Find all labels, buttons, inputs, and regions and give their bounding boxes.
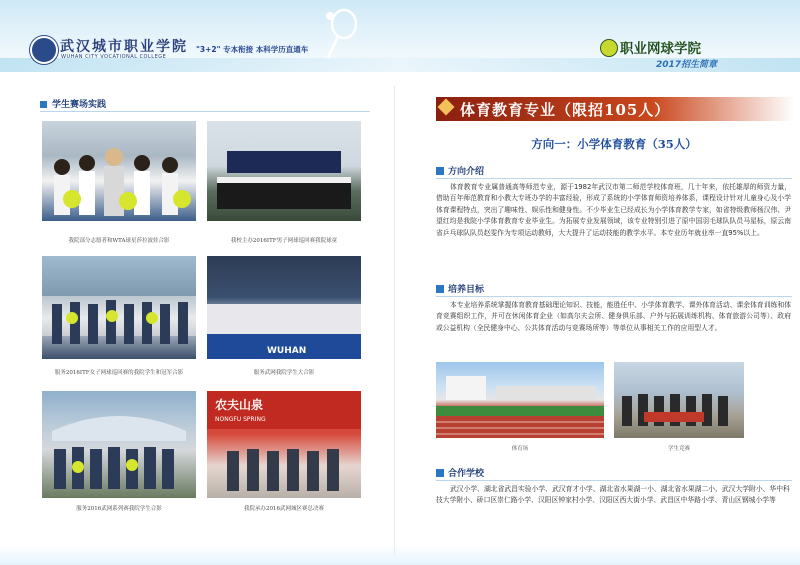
slogan: "3+2" 专本衔接 本科学历直通车 — [196, 45, 309, 54]
bullet-square-icon — [436, 285, 444, 293]
brand-block — [592, 36, 792, 76]
intro-section-header — [436, 164, 516, 178]
photo-stadium — [436, 362, 604, 438]
goal-paragraph: 本专业培养系统掌握体育教育基础理论知识、技能，能胜任中、小学体育教学、课外体育活动、课余体育训练和体育竞赛组织工作，并可在休闲体育企业（如高尔夫会所、健身俱乐部、户外与拓展训练机构、体育旅游公司等）、政府或公益机构（全民健身中心、公共体育活动与竞赛场所等）等单位从事相关工作的应用型人才。 — [436, 301, 791, 332]
photo-caption: 我校主办2016ITF男子网球巡回赛我院球童 — [230, 238, 338, 244]
photo-wuhan-open-group — [207, 256, 361, 359]
photo-caption: 体育场 — [511, 446, 529, 452]
photo-wuhan-open-city-final — [207, 391, 361, 498]
direction-title: 方向一：小学体育教育（35人） — [531, 137, 697, 151]
bullet-square-icon — [40, 101, 47, 108]
svg-text:WUHAN: WUHAN — [267, 346, 307, 356]
intro-paragraph: 体育教育专业属普通高等师范专业，源于1982年武汉市第二师范学校体育班，几十年来，依托雄厚的师资力量，借助百年师范教育和小教大专班办学的丰富经验，形成了系统的小学体育师资培养体系，课程设计针对儿童身心及小学体育课程特点，突出了趣味性、娱乐性和健身性。不少毕业生已经成长为小学体育教学专家，如省特级教师杨汉伟、尹望红均是我院小学体育教育专业毕业生。为拓展专业发展领域，该专业特别引进了原中国羽毛球队队员马星标，原云南省乒乓球队队员赵雯作为专项运动教师，大大提升了运动技能的教学水平。本专业历年就业率一直95%以上。 — [436, 183, 791, 237]
section-divider — [436, 480, 792, 481]
brand-title: 职业网球学院 — [620, 41, 701, 57]
coop-paragraph: 武汉小学、湖北省武昌实验小学、武汉育才小学、湖北省水果湖一小、湖北省水果湖二小、武汉大学附小、华中科技大学附小、硚口区崇仁路小学、汉阳区钟家村小学、汉阳区西大街小学、武昌区中华路小学、青山区钢城小学等 — [436, 485, 790, 505]
coop-section-header — [436, 466, 516, 480]
major-title: 体育教育专业（限招105人） — [460, 101, 671, 119]
intro-label: 方向介绍 — [448, 167, 485, 177]
page-header — [0, 0, 800, 72]
left-section-title — [40, 97, 106, 110]
school-name: 武汉城市职业学院 — [60, 39, 188, 55]
photo-caption: 服务2016ITF女子网球巡回赛的我院学生和冠军合影 — [54, 370, 184, 376]
goal-label: 培养目标 — [448, 285, 485, 295]
diamond-icon — [438, 99, 455, 116]
goal-section-header — [436, 282, 516, 296]
photo-caption: 服务武网我院学生大合影 — [253, 370, 315, 376]
photo-caption: 服务2016武网系列赛我院学生合影 — [76, 506, 162, 512]
footer-wave — [0, 545, 800, 565]
photo-caption: 我院部分志愿者和WTA球星莎拉波娃合影 — [68, 238, 170, 244]
section-divider — [436, 178, 792, 179]
bullet-square-icon — [436, 469, 444, 477]
major-banner — [436, 97, 794, 121]
photo-itf-women-champion — [42, 256, 196, 359]
school-emblem-icon — [30, 36, 58, 64]
tennis-racket-icon — [322, 8, 362, 62]
left-section-title-text: 学生赛场实践 — [52, 100, 107, 110]
photo-student-competition — [614, 362, 744, 438]
coop-label: 合作学校 — [448, 469, 485, 479]
photo-wuhan-open-series — [42, 391, 196, 498]
photo-volunteers-with-wta-star — [42, 121, 196, 221]
tennis-ball-icon — [600, 39, 618, 57]
school-name-en: WUHAN CITY VOCATIONAL COLLEGE — [61, 54, 167, 60]
photo-itf-ball-kids — [207, 121, 361, 221]
column-divider — [394, 86, 395, 556]
brand-subtitle: 2017招生简章 — [656, 60, 718, 70]
bullet-square-icon — [436, 167, 444, 175]
photo-caption: 我院承办2016武网城区赛总决赛 — [244, 506, 324, 512]
section-divider — [40, 111, 370, 112]
svg-text:NONGFU SPRING: NONGFU SPRING — [215, 416, 266, 423]
svg-text:农夫山泉: 农夫山泉 — [215, 398, 264, 412]
section-divider — [436, 296, 792, 297]
photo-caption: 学生竞赛 — [667, 446, 690, 452]
